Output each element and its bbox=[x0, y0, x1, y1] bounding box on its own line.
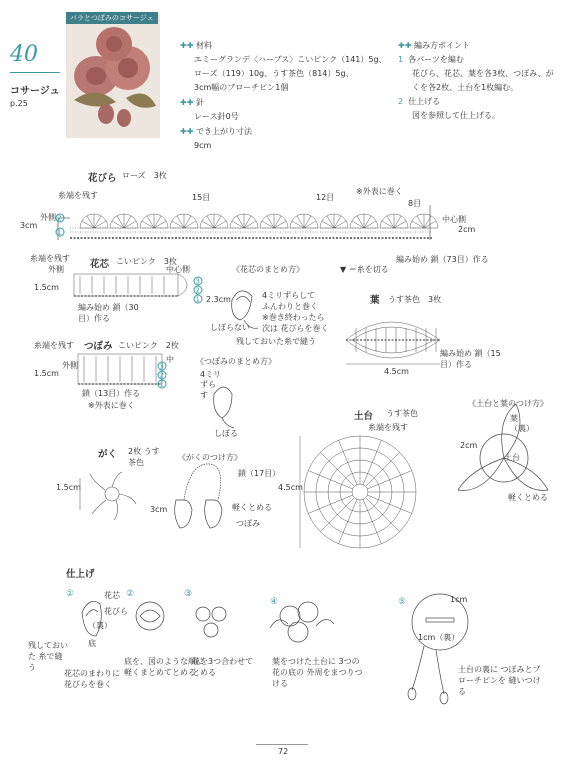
leaf-dim: 4.5cm bbox=[384, 367, 409, 376]
petal-start-note: 編み始め 鎖（73目）作る bbox=[396, 255, 489, 264]
base-sub: うす茶色 bbox=[386, 409, 418, 418]
page-number: 72 bbox=[278, 747, 289, 756]
bud-assembly-shift: 4ミリずらす bbox=[200, 370, 222, 400]
size-value: 9cm bbox=[194, 141, 212, 150]
core-assembly-note: ※巻き終わったら次は 花びらを巻く bbox=[262, 313, 329, 334]
leaf-start: 編み始め 鎖（15目）作る bbox=[440, 349, 501, 370]
core-sub: こいピンク 3枚 bbox=[116, 257, 177, 266]
calyx-sub: 2枚 うす茶色 bbox=[128, 447, 160, 468]
core-start: 編み始め 鎖（30目）作る bbox=[78, 303, 139, 324]
base-leaf-dim: 2cm bbox=[460, 441, 478, 450]
finish-step-4-number: ④ bbox=[270, 597, 279, 607]
materials-title: 材料 bbox=[195, 41, 212, 50]
finish-step-2-number: ② bbox=[126, 589, 135, 599]
petal-dim-left: 3cm bbox=[20, 221, 38, 230]
petal-dim-right: 2cm bbox=[458, 225, 476, 234]
finish-step-1-back: （裏） bbox=[88, 621, 112, 630]
point-number: 1 bbox=[398, 55, 404, 64]
calyx-attach-title: 《がくのつけ方》 bbox=[178, 453, 242, 462]
core-outer: 外側 bbox=[48, 265, 64, 274]
base-tail: 糸端を残す bbox=[368, 423, 408, 432]
finish-step-5-dim2: 1cm（裏） bbox=[418, 633, 460, 642]
core-assembly-dim: 2.3cm bbox=[206, 295, 231, 304]
core-assembly-no-squeeze: しぼらない bbox=[210, 323, 250, 332]
calyx-dim: 1.5cm bbox=[56, 483, 81, 492]
bud-title: つぼみ bbox=[84, 341, 113, 352]
finish-step-5-number: ⑤ bbox=[398, 597, 407, 607]
bud-note: ※外表に巻く bbox=[88, 401, 135, 410]
calyx-attach-chain: 鎖（17目） bbox=[238, 469, 281, 478]
petal-row-label-2: 12目 bbox=[316, 193, 335, 202]
footer-rule bbox=[256, 744, 308, 745]
materials-line-1: エミーグランデ〈ハーブス〉こいピンク（141）5g、 bbox=[194, 55, 387, 64]
finish-step-4-caption: 葉をつけた土台に 3つの花の底の 外周をまつりつける bbox=[272, 657, 363, 689]
needle-title: 針 bbox=[195, 98, 204, 107]
finish-step-5-dim1: 1cm bbox=[450, 595, 468, 604]
finish-step-3-number: ③ bbox=[184, 589, 193, 599]
calyx-attach-dim: 3cm bbox=[150, 505, 168, 514]
base-leaf-leaf-back: 葉（裏） bbox=[510, 414, 534, 434]
base-leaf-title: 《土台と葉のつけ方》 bbox=[468, 399, 548, 408]
bud-assembly-squeeze: しぼる bbox=[214, 429, 238, 438]
pattern-number: 40 bbox=[10, 42, 38, 67]
leaf-sub: うす茶色 3枚 bbox=[388, 295, 442, 304]
point-head: 各パーツを編む bbox=[408, 55, 464, 64]
point-number: 2 bbox=[398, 97, 404, 106]
finish-step-3-caption: 花を3つ合わせて とめる bbox=[192, 657, 254, 678]
core-dim: 1.5cm bbox=[34, 283, 59, 292]
svg-text:3: 3 bbox=[159, 362, 164, 371]
svg-text:2: 2 bbox=[57, 214, 62, 223]
petal-row-label-1: 15目 bbox=[192, 193, 211, 202]
finish-step-1-petal: 花びら bbox=[104, 607, 128, 616]
petal-outer-note: ※外表に巻く bbox=[356, 187, 403, 196]
point-body: 図を参照して仕上げる。 bbox=[412, 111, 500, 120]
cut-note: ▼ ＝糸を切る bbox=[340, 265, 389, 274]
bud-outer: 外側 bbox=[62, 361, 78, 370]
core-title: 花芯 bbox=[90, 259, 110, 270]
calyx-attach-bud: つぼみ bbox=[236, 519, 260, 528]
petal-sub: ローズ 3枚 bbox=[122, 171, 167, 180]
petal-center: 中心側 bbox=[442, 215, 466, 224]
bud-start: 鎖（13目）作る bbox=[82, 389, 141, 398]
point-body: 花びら、花芯、葉を各3枚、つぼみ、が bbox=[412, 69, 554, 78]
needle-value: レース針0号 bbox=[194, 112, 239, 121]
svg-text:3: 3 bbox=[195, 277, 200, 286]
base-leaf-light: 軽くとめる bbox=[508, 493, 548, 502]
points-block: ✚✚ 編み方ポイント 1 各パーツを編む 花びら、花芯、葉を各3枚、つぼみ、が くを各2枚、土台を1枚編む。 2 仕上げる 図を参照して仕上げる。 bbox=[398, 41, 554, 120]
finish-step-1-caption: 花芯のまわりに 花びらを巻く bbox=[64, 669, 120, 690]
bud-sub: こいピンク 2枚 bbox=[118, 341, 179, 350]
svg-text:2: 2 bbox=[159, 371, 164, 380]
svg-text:2: 2 bbox=[195, 286, 200, 295]
finish-title: 仕上げ bbox=[66, 569, 95, 580]
size-title: でき上がり寸法 bbox=[195, 127, 252, 136]
core-center: 中心側 bbox=[166, 265, 190, 274]
core-assembly-title: 《花芯のまとめ方》 bbox=[232, 265, 304, 274]
point-head: 仕上げる bbox=[408, 97, 441, 106]
materials-line-3: 3cm幅のブローチピン1個 bbox=[194, 83, 289, 92]
petal-tail: 糸端を残す bbox=[58, 191, 98, 200]
finish-step-1-bottom: 底 bbox=[88, 639, 96, 648]
bud-dim: 1.5cm bbox=[34, 369, 59, 378]
finish-step-1-left: 残しておいた 糸で縫う bbox=[28, 641, 68, 673]
svg-text:1: 1 bbox=[195, 295, 200, 304]
leaf-title: 葉 bbox=[370, 295, 380, 306]
base-title: 土台 bbox=[354, 411, 374, 422]
cut-note-text: ＝糸を切る bbox=[348, 265, 389, 274]
svg-text:1: 1 bbox=[159, 380, 164, 389]
materials-block: ✚✚ 材料 エミーグランデ〈ハーブス〉こいピンク（141）5g、 ローズ（119）10g、うす茶色（814）5g、 3cm幅のブローチピン1個 ✚✚ 針 レース針0号 ✚✚ でき上がり寸法 9cm bbox=[180, 41, 387, 150]
bud-center: 中 bbox=[166, 355, 174, 364]
header-label: バラとつぼみのコサージュ bbox=[66, 12, 158, 24]
petal-title: 花びら bbox=[88, 173, 117, 184]
finish-step-5-caption: 土台の裏に つぼみとブローチピンを 縫いつける bbox=[458, 665, 541, 697]
base-leaf-base: 土台 bbox=[504, 453, 520, 462]
points-title: 編み方ポイント bbox=[413, 41, 470, 50]
petal-row-label-3: 8目 bbox=[408, 199, 422, 208]
calyx-attach-light: 軽くとめる bbox=[232, 503, 272, 512]
calyx-title: がく bbox=[98, 449, 118, 460]
svg-text:1: 1 bbox=[57, 228, 62, 237]
pattern-title: コサージュ bbox=[10, 86, 60, 97]
finish-step-2-caption: 底を、図のような順に 軽くまとめてとめる bbox=[124, 657, 204, 678]
petal-outer: 外側 bbox=[40, 213, 56, 222]
materials-line-2: ローズ（119）10g、うす茶色（814）5g、 bbox=[194, 69, 354, 78]
finish-step-1-core: 花芯 bbox=[104, 591, 120, 600]
bud-tail: 糸端を残す bbox=[34, 341, 74, 350]
core-tail: 糸端を残す bbox=[30, 254, 70, 263]
core-assembly-shift: 4ミリずらして ふんわりと巻く bbox=[262, 291, 318, 312]
finish-step-1-number: ① bbox=[66, 589, 75, 599]
base-dim: 4.5cm bbox=[278, 483, 303, 492]
point-body: くを各2枚、土台を1枚編む。 bbox=[412, 83, 519, 92]
page-ref: p.25 bbox=[10, 99, 28, 108]
core-assembly-sew: 残しておいた糸で縫う bbox=[236, 337, 316, 346]
bud-assembly-title: 《つぼみのまとめ方》 bbox=[196, 357, 276, 366]
